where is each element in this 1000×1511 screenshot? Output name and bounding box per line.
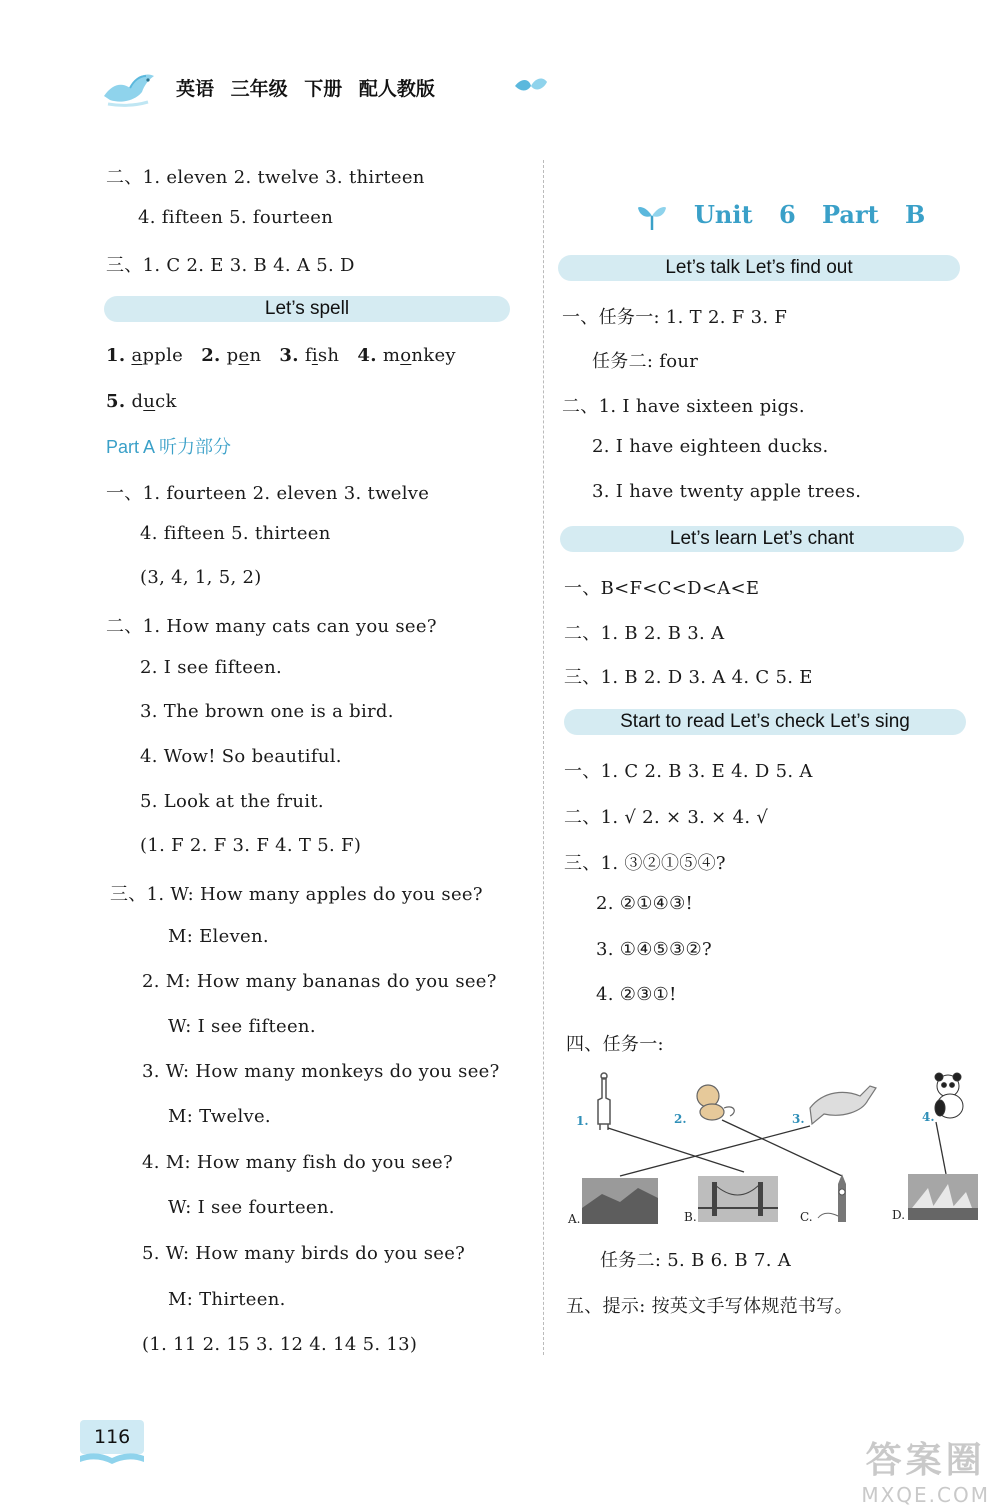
page-number: 116 <box>94 1426 131 1448</box>
great-wall-photo <box>582 1178 658 1224</box>
header-volume: 下册 <box>304 78 343 100</box>
right-line-9: 一、1. C 2. B 3. E 4. D 5. A <box>564 761 813 782</box>
spell-line-1 <box>106 345 456 366</box>
unit-title: Unit 6 Part B <box>694 200 926 229</box>
right-line-5: 3. I have twenty apple trees. <box>592 481 862 502</box>
spell-word-pen: pen <box>226 345 262 366</box>
right-line-17: 五、提示: 按英文手写体规范书写。 <box>566 1296 853 1317</box>
lets-talk-band: Let’s talk Let’s find out <box>558 255 960 281</box>
panda-drawing <box>935 1073 963 1118</box>
leaf-ornament-icon <box>513 76 549 100</box>
right-line-16: 任务二: 5. B 6. B 7. A <box>600 1250 792 1271</box>
spell-line-2 <box>106 391 177 412</box>
spell-num-4: 4. <box>357 345 377 366</box>
left-c11: (1. 11 2. 15 3. 12 4. 14 5. 13) <box>142 1334 418 1355</box>
watermark-top: 答案圈 <box>865 1440 986 1481</box>
left-c1: 三、1. W: How many apples do you see? <box>110 884 483 905</box>
sydney-opera-photo <box>908 1174 978 1220</box>
spell-num-5: 5. <box>106 391 126 412</box>
match-label-1: 1. <box>576 1114 589 1128</box>
right-line-4: 2. I have eighteen ducks. <box>592 436 829 457</box>
left-a2: 4. fifteen 5. thirteen <box>140 523 331 544</box>
matching-figure <box>562 1068 982 1234</box>
match-label-3: 3. <box>792 1112 805 1126</box>
part-a-heading: Part A 听力部分 <box>106 437 232 457</box>
right-line-6: 一、B<F<C<D<A<E <box>564 578 760 599</box>
match-label-2: 2. <box>674 1112 687 1126</box>
spell-word-duck: duck <box>131 391 177 412</box>
photo-label-a: A. <box>568 1212 581 1226</box>
spell-num-2: 2. <box>201 345 221 366</box>
page-number-badge <box>78 1418 146 1464</box>
giraffe-drawing <box>598 1073 610 1130</box>
big-ben-photo <box>818 1174 846 1222</box>
left-c7: 4. M: How many fish do you see? <box>142 1152 453 1173</box>
right-line-12: 2. ②①④③! <box>596 893 694 914</box>
right-line-15: 四、任务一: <box>566 1034 664 1055</box>
spell-word-monkey: monkey <box>382 345 456 366</box>
site-watermark <box>861 1432 990 1507</box>
header-subject: 英语 <box>176 78 215 100</box>
header-grade: 三年级 <box>230 78 288 100</box>
left-c2: M: Eleven. <box>168 926 269 947</box>
golden-gate-photo <box>698 1176 778 1222</box>
spell-word-fish: fish <box>304 345 340 366</box>
spell-num-1: 1. <box>106 345 126 366</box>
header-title <box>176 74 435 101</box>
photo-label-c: C. <box>800 1210 813 1224</box>
left-line-3: 三、1. C 2. E 3. B 4. A 5. D <box>106 255 355 276</box>
right-line-1: 一、任务一: 1. T 2. F 3. F <box>562 307 788 328</box>
sprout-icon <box>636 202 668 236</box>
left-c10: M: Thirteen. <box>168 1289 286 1310</box>
left-c3: 2. M: How many bananas do you see? <box>142 971 497 992</box>
left-c9: 5. W: How many birds do you see? <box>142 1243 466 1264</box>
kangaroo-drawing <box>810 1086 876 1124</box>
left-b2: 2. I see fifteen. <box>140 657 283 678</box>
left-b6: (1. F 2. F 3. F 4. T 5. F) <box>140 835 362 856</box>
left-b1: 二、1. How many cats can you see? <box>106 616 437 637</box>
right-line-10: 二、1. √ 2. × 3. × 4. √ <box>564 807 769 828</box>
photo-label-b: B. <box>684 1210 697 1224</box>
lets-spell-band: Let’s spell <box>104 296 510 322</box>
bird-logo-icon <box>100 66 158 112</box>
left-line-2: 4. fifteen 5. fourteen <box>138 207 334 228</box>
header-edition: 配人教版 <box>358 78 435 100</box>
left-a1: 一、1. fourteen 2. eleven 3. twelve <box>106 483 430 504</box>
start-to-read-band: Start to read Let’s check Let’s sing <box>564 709 966 735</box>
monkey-drawing <box>697 1085 734 1120</box>
left-a3: (3, 4, 1, 5, 2) <box>140 567 262 588</box>
left-line-1: 二、1. eleven 2. twelve 3. thirteen <box>106 167 425 188</box>
right-line-11: 三、1. ③②①⑤④? <box>564 853 726 874</box>
right-line-13: 3. ①④⑤③②? <box>596 939 712 960</box>
spell-word-apple: apple <box>131 345 184 366</box>
left-b3: 3. The brown one is a bird. <box>140 701 394 722</box>
right-line-3: 二、1. I have sixteen pigs. <box>562 396 805 417</box>
spell-num-3: 3. <box>279 345 299 366</box>
left-b4: 4. Wow! So beautiful. <box>140 746 342 767</box>
match-label-4: 4. <box>922 1110 935 1124</box>
left-b5: 5. Look at the fruit. <box>140 791 324 812</box>
left-c4: W: I see fifteen. <box>168 1016 316 1037</box>
right-line-2: 任务二: four <box>592 351 699 372</box>
matching-lines <box>562 1068 982 1234</box>
right-line-7: 二、1. B 2. B 3. A <box>564 623 725 644</box>
lets-learn-band: Let’s learn Let’s chant <box>560 526 964 552</box>
right-line-14: 4. ②③①! <box>596 984 677 1005</box>
right-line-8: 三、1. B 2. D 3. A 4. C 5. E <box>564 667 813 688</box>
column-divider <box>543 160 544 1355</box>
left-c8: W: I see fourteen. <box>168 1197 335 1218</box>
left-c6: M: Twelve. <box>168 1106 271 1127</box>
photo-label-d: D. <box>892 1208 906 1222</box>
left-c5: 3. W: How many monkeys do you see? <box>142 1061 500 1082</box>
watermark-bottom: MXQE.COM <box>861 1483 990 1507</box>
